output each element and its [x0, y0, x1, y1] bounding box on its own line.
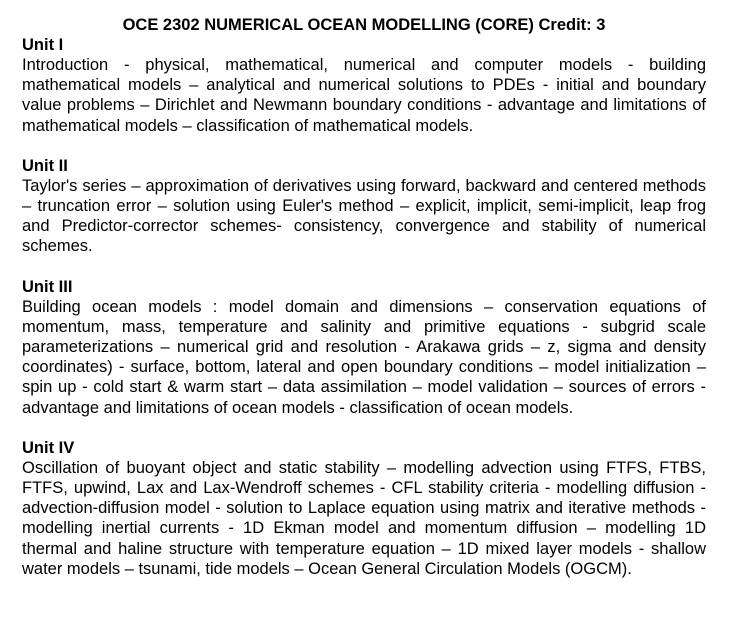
- unit-4-heading: Unit IV: [22, 438, 75, 457]
- unit-2-body: Taylor's series – approximation of derivatives using forward, backward and centered methods – truncation error – solution using Euler's method – explicit, implicit, semi-implicit, leap frog and Predictor-corrector schemes- consistency, convergence and stability of numerical schemes.: [22, 176, 706, 256]
- unit-3-section: [22, 277, 706, 418]
- unit-1-body: Introduction - physical, mathematical, numerical and computer models - building mathematical models – analytical and numerical solutions to PDEs - initial and boundary value problems – Dirichlet and Newmann boundary conditions - advantage and limitations of mathematical models – classification of mathematical models.: [22, 56, 706, 135]
- unit-2-section: [22, 156, 706, 257]
- course-title: OCE 2302 NUMERICAL OCEAN MODELLING (CORE) Credit: 3: [122, 16, 606, 34]
- unit-3-body: Building ocean models : model domain and dimensions – conservation equations of momentum, mass, temperature and salinity and primitive equations - subgrid scale parameterizations – numerical grid and resolution - Arakawa grids – z, sigma and density coordinates) - surface, bottom, lateral and open boundary conditions – model initialization – spin up - cold start & warm start – data assimilation – model validation – sources of errors - advantage and limitations of ocean models - classification of ocean models.: [22, 297, 706, 417]
- unit-4-section: [22, 438, 706, 579]
- unit-2-heading: Unit II: [22, 156, 68, 175]
- syllabus-page: [22, 15, 706, 599]
- unit-1-heading: Unit I: [22, 36, 64, 54]
- unit-3-heading: Unit III: [22, 277, 73, 296]
- unit-4-body: Oscillation of buoyant object and static stability – modelling advection using FTFS, FTBS, FTFS, upwind, Lax and Lax-Wendroff schemes - CFL stability criteria - modelling diffusion - advection-diffusion model - solution to Laplace equation using matrix and iterative methods - modelling inertial currents - 1D Ekman model and momentum diffusion – modelling 1D thermal and haline structure with temperature equation – 1D mixed layer models - shallow water models – tsunami, tide models – Ocean General Circulation Models (OGCM).: [22, 458, 706, 578]
- unit-1-section: [22, 35, 706, 136]
